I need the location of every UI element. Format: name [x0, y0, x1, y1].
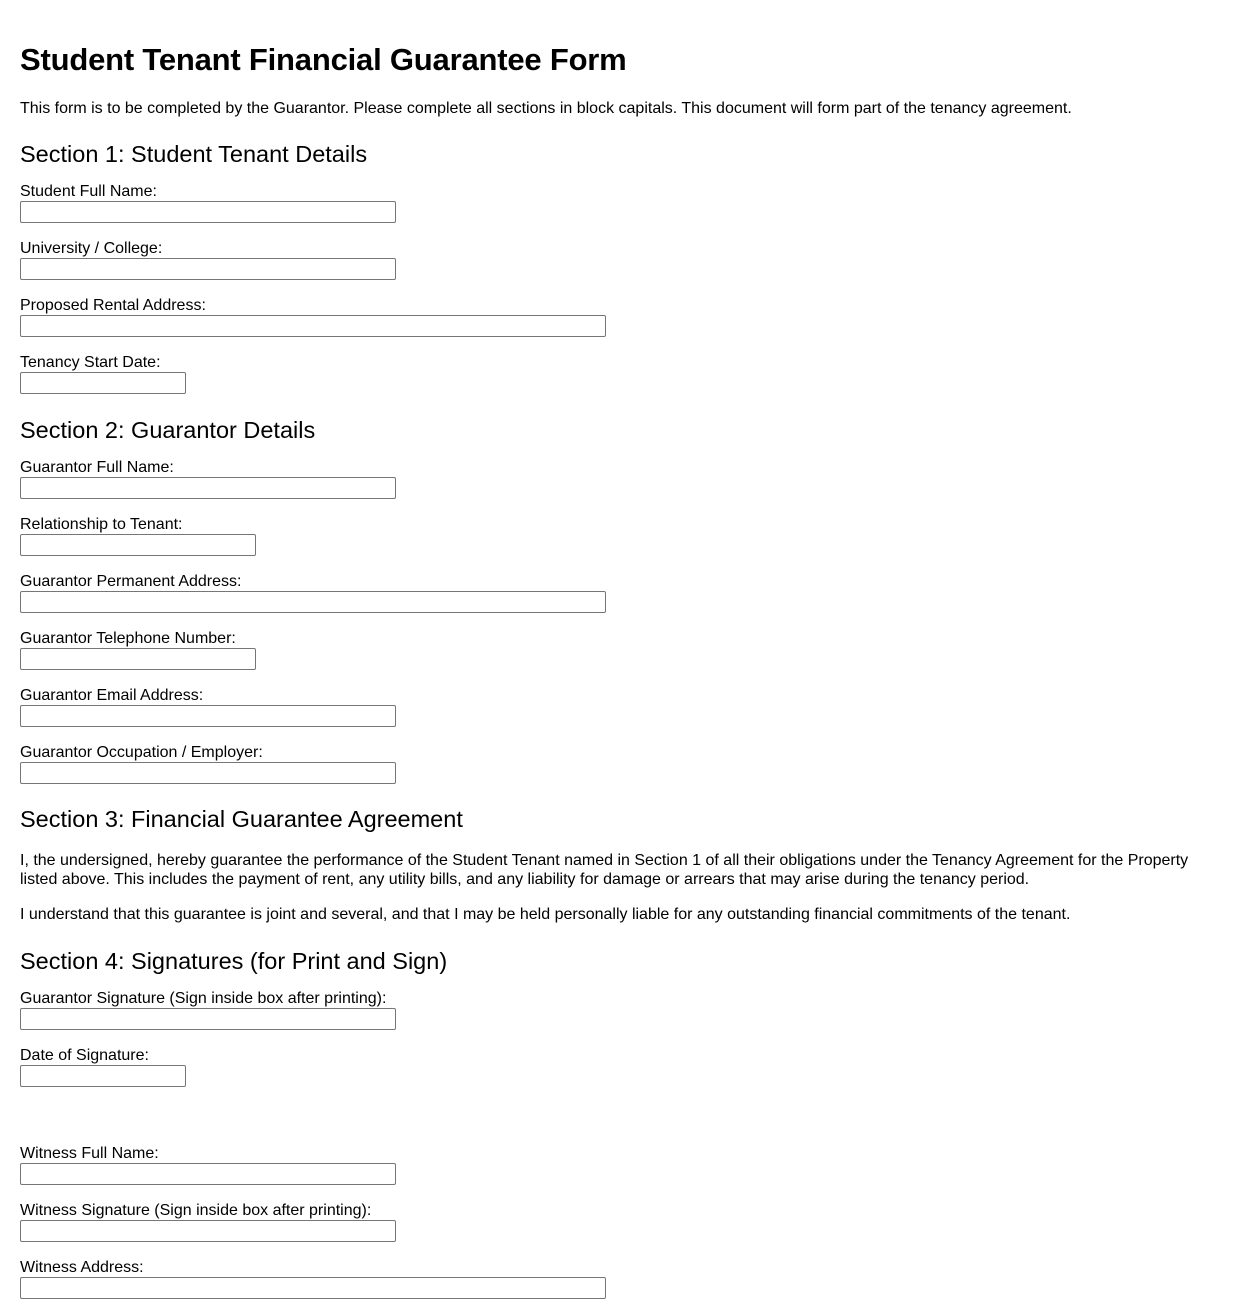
tenancy-start-date-field [20, 353, 1227, 394]
signature-date-field [20, 1046, 1227, 1087]
witness-signature-field [20, 1201, 1227, 1242]
guarantor-signature-field [20, 989, 1227, 1030]
section-1-heading: Section 1: Student Tenant Details [20, 141, 368, 167]
telephone-input[interactable] [20, 648, 256, 670]
intro-text: This form is to be completed by the Guarantor. Please complete all sections in block capitals. This document will form part of the tenancy agreement. [20, 100, 1072, 117]
student-name-label: Student Full Name: [20, 183, 157, 200]
tenancy-start-date-label: Tenancy Start Date: [20, 354, 161, 371]
permanent-address-label: Guarantor Permanent Address: [20, 573, 242, 590]
telephone-label: Guarantor Telephone Number: [20, 630, 236, 647]
section-2-heading: Section 2: Guarantor Details [20, 417, 316, 443]
witness-signature-input[interactable] [20, 1220, 396, 1242]
relationship-input[interactable] [20, 534, 256, 556]
email-input[interactable] [20, 705, 396, 727]
university-input[interactable] [20, 258, 396, 280]
guarantor-name-field [20, 458, 1227, 499]
section-4-heading: Section 4: Signatures (for Print and Sign) [20, 948, 448, 974]
section-3-heading: Section 3: Financial Guarantee Agreement [20, 806, 463, 832]
relationship-field [20, 515, 1227, 556]
rental-address-field [20, 296, 1227, 337]
occupation-input[interactable] [20, 762, 396, 784]
rental-address-label: Proposed Rental Address: [20, 297, 206, 314]
page-title: Student Tenant Financial Guarantee Form [20, 42, 627, 77]
email-field [20, 686, 1227, 727]
witness-name-input[interactable] [20, 1163, 396, 1185]
signature-date-label: Date of Signature: [20, 1047, 149, 1064]
student-name-input[interactable] [20, 201, 396, 223]
student-name-field [20, 182, 1227, 223]
university-field [20, 239, 1227, 280]
guarantor-signature-input[interactable] [20, 1008, 396, 1030]
occupation-label: Guarantor Occupation / Employer: [20, 744, 263, 761]
guarantor-name-label: Guarantor Full Name: [20, 459, 174, 476]
guarantor-signature-label: Guarantor Signature (Sign inside box after printing): [20, 990, 387, 1007]
tenancy-start-date-input[interactable] [20, 372, 186, 394]
permanent-address-field [20, 572, 1227, 613]
guarantee-paragraph-2: I understand that this guarantee is joint and several, and that I may be held personally liable for any outstanding financial commitments of the tenant. [20, 906, 1071, 923]
guarantee-paragraph-1: I, the undersigned, hereby guarantee the performance of the Student Tenant named in Section 1 of all their obligations under the Tenancy Agreement for the Property listed above. This includes the payment of rent, any utility bills, and any liability for damage or arrears that may arise during the tenancy period. [20, 852, 1189, 888]
signature-date-input[interactable] [20, 1065, 186, 1087]
witness-address-label: Witness Address: [20, 1259, 144, 1276]
witness-name-field [20, 1144, 1227, 1185]
witness-address-field [20, 1258, 1227, 1299]
permanent-address-input[interactable] [20, 591, 606, 613]
witness-signature-label: Witness Signature (Sign inside box after printing): [20, 1202, 372, 1219]
guarantor-name-input[interactable] [20, 477, 396, 499]
email-label: Guarantor Email Address: [20, 687, 204, 704]
relationship-label: Relationship to Tenant: [20, 516, 183, 533]
witness-address-input[interactable] [20, 1277, 606, 1299]
rental-address-input[interactable] [20, 315, 606, 337]
telephone-field [20, 629, 1227, 670]
occupation-field [20, 743, 1227, 784]
university-label: University / College: [20, 240, 163, 257]
witness-name-label: Witness Full Name: [20, 1145, 159, 1162]
signature-spacer [20, 1087, 1227, 1128]
